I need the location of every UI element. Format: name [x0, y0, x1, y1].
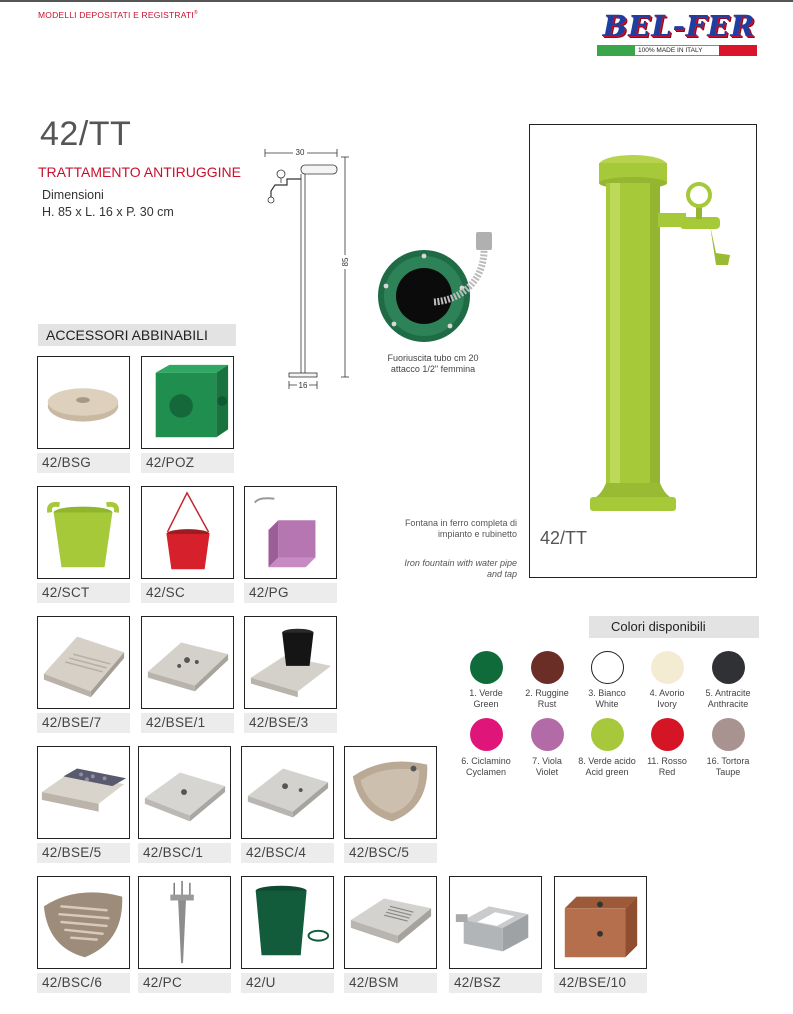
accessory-image [554, 876, 647, 969]
color-swatch-cyclamen[interactable] [470, 718, 503, 751]
hose-fitting-image [372, 230, 504, 348]
fountain-image [530, 125, 756, 577]
accessory-code: 42/BSE/1 [141, 713, 234, 733]
hose-caption-line1: Fuoriuscita tubo cm 20 [387, 353, 479, 363]
color-swatch-anthracite[interactable] [712, 651, 745, 684]
accessory-code: 42/BSC/1 [138, 843, 231, 863]
color-label: 11. Rosso Red [647, 756, 687, 777]
accessory-image [37, 876, 130, 969]
accessory-code: 42/PG [244, 583, 337, 603]
accessory-image [449, 876, 542, 969]
accessory-code: 42/BSG [37, 453, 130, 473]
accessory-image [138, 876, 231, 969]
brand-logo: BEL-FER [602, 9, 756, 43]
dim-width-label: 30 [295, 148, 305, 157]
accessory-code: 42/BSM [344, 973, 437, 993]
color-swatch-red[interactable] [651, 718, 684, 751]
color-label: 2. Ruggine Rust [525, 688, 569, 709]
accessory-image [241, 876, 334, 969]
made-in-italy-flag [597, 45, 757, 56]
accessory-code: 42/BSZ [449, 973, 542, 993]
accessory-code: 42/U [241, 973, 334, 993]
accessory-image [244, 616, 337, 709]
accessory-image [37, 746, 130, 839]
accessory-code: 42/BSE/3 [244, 713, 337, 733]
color-label: 5. Antracite Anthracite [705, 688, 751, 709]
accessory-image [141, 356, 234, 449]
dimensions-label: Dimensioni [42, 188, 104, 202]
accessory-image [241, 746, 334, 839]
color-swatch-ivory[interactable] [651, 651, 684, 684]
accessory-image [138, 746, 231, 839]
dim-height-label: 85 [341, 257, 350, 267]
accessory-code: 42/PC [138, 973, 231, 993]
color-label: 16. Tortora Taupe [706, 756, 750, 777]
color-label: 3. Bianco White [588, 688, 626, 709]
registered-models-note: MODELLI DEPOSITATI E REGISTRATI® [38, 10, 198, 20]
accessory-code: 42/BSC/6 [37, 973, 130, 993]
made-in-italy-text: 100% MADE IN ITALY [635, 45, 719, 56]
accessory-code: 42/BSE/5 [37, 843, 130, 863]
top-rule [0, 0, 793, 2]
color-label: 6. Ciclamino Cyclamen [461, 756, 511, 777]
color-label: 1. Verde Green [469, 688, 503, 709]
color-label: 7. Viola Violet [532, 756, 562, 777]
product-note-italian: Fontana in ferro completa di impianto e rubinetto [404, 518, 517, 539]
accessory-image [141, 616, 234, 709]
accessory-code: 42/SC [141, 583, 234, 603]
technical-drawing [257, 143, 362, 393]
treatment-label: TRATTAMENTO ANTIRUGGINE [38, 164, 242, 180]
product-photo-frame [529, 124, 757, 578]
color-label: 4. Avorio Ivory [649, 688, 685, 709]
accessory-image [37, 486, 130, 579]
product-code-title: 42/TT [40, 115, 132, 153]
accessory-image [141, 486, 234, 579]
accessory-code: 42/BSE/10 [554, 973, 647, 993]
color-swatch-acid-green[interactable] [591, 718, 624, 751]
color-swatch-white[interactable] [591, 651, 624, 684]
product-note-english: Iron fountain with water pipe and tap [404, 558, 517, 579]
color-swatch-violet[interactable] [531, 718, 564, 751]
accessory-image [37, 616, 130, 709]
accessory-image [344, 746, 437, 839]
color-swatch-green[interactable] [470, 651, 503, 684]
accessory-code: 42/BSE/7 [37, 713, 130, 733]
accessory-code: 42/BSC/4 [241, 843, 334, 863]
accessory-code: 42/POZ [141, 453, 234, 473]
accessory-code: 42/SCT [37, 583, 130, 603]
accessory-code: 42/BSC/5 [344, 843, 437, 863]
color-swatch-rust[interactable] [531, 651, 564, 684]
accessories-heading: ACCESSORI ABBINABILI [38, 324, 236, 346]
dimensions-value: H. 85 x L. 16 x P. 30 cm [42, 205, 174, 219]
colors-heading: Colori disponibili [589, 616, 759, 638]
hose-caption [366, 353, 500, 375]
dim-base-label: 16 [298, 381, 308, 390]
hose-caption-line2: attacco 1/2" femmina [390, 364, 476, 374]
accessory-image [344, 876, 437, 969]
color-label: 8. Verde acido Acid green [578, 756, 636, 777]
product-photo-code: 42/TT [540, 528, 588, 548]
color-swatch-taupe[interactable] [712, 718, 745, 751]
accessory-image [37, 356, 130, 449]
accessory-image [244, 486, 337, 579]
